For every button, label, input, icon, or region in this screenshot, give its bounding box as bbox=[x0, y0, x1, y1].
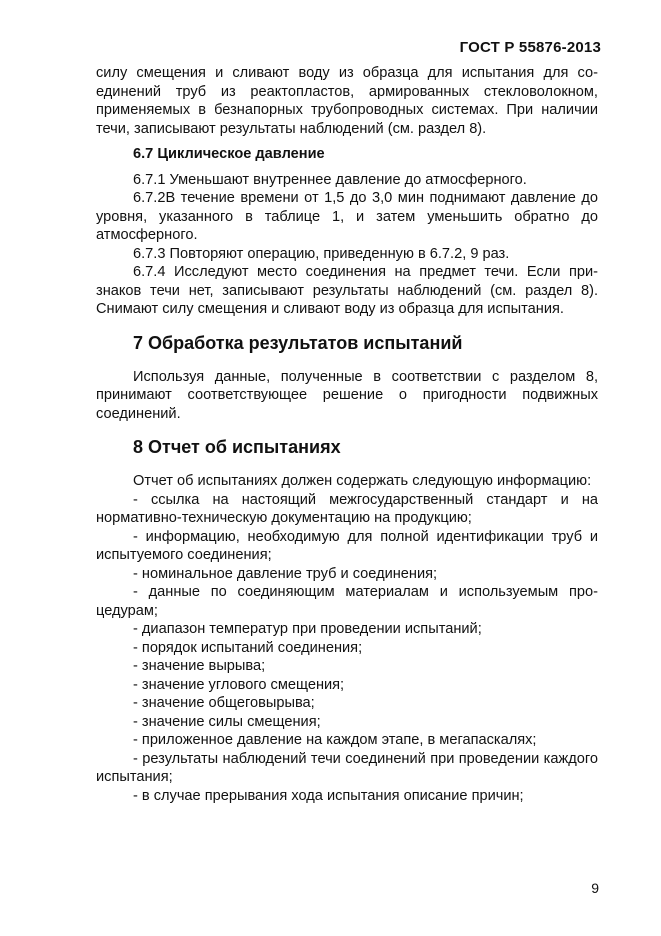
list-item: - результаты наблюдений течи соединений при проведении каждого испытания; bbox=[96, 750, 598, 785]
list-item: - значение углового смещения; bbox=[133, 676, 345, 693]
list-item: - значение силы смещения; bbox=[133, 713, 321, 730]
paragraph-6-7-4: 6.7.4 Исследуют место соединения на предмет течи. Если признаков течи нет, записывают результаты наблюдений (см. раздел 8). Снимают силу смещения и сливают воду из образца для испытания. bbox=[96, 264, 598, 317]
page-number: 9 bbox=[591, 880, 599, 896]
section-heading-7: 7 Обработка результатов испытаний bbox=[133, 332, 463, 353]
list-item: - значение вырыва; bbox=[133, 658, 266, 674]
document-code-header: ГОСТ Р 55876-2013 bbox=[459, 39, 601, 56]
list-item: - приложенное давление на каждом этапе, в мегапаскалях; bbox=[133, 732, 537, 748]
list-item: - диапазон температур при проведении испытаний; bbox=[133, 621, 482, 637]
section-heading-8: 8 Отчет об испытаниях bbox=[133, 437, 341, 457]
paragraph-6-7-2: 6.7.2В течение времени от 1,5 до 3,0 мин поднимают давление до уровня, указанного в таблице 1, и затем уменьшить обратно до атмосферного. bbox=[96, 190, 598, 243]
list-item: - ссылка на настоящий межгосударственный стандарт и на нормативно-техническую документацию на продукцию; bbox=[96, 491, 598, 526]
subsection-heading-6-7: 6.7 Циклическое давление bbox=[133, 146, 325, 162]
paragraph-continuation: силу смещения и сливают воду из образца для испытания для соединений труб из реактопластов, армированных стекловолокном, применяемых в безнапорных трубопроводных системах. При наличии течи, записывают результаты наблюдений (см. раздел 8). bbox=[96, 65, 598, 137]
list-item: - в случае прерывания хода испытания описание причин; bbox=[133, 787, 524, 804]
paragraph-section-8-intro: Отчет об испытаниях должен содержать следующую информацию: bbox=[133, 473, 592, 489]
list-item: - номинальное давление труб и соединения; bbox=[133, 565, 438, 582]
paragraph-6-7-3: 6.7.3 Повторяют операцию, приведенную в 6.7.2, 9 раз. bbox=[133, 245, 510, 262]
list-item: - значение общеговырыва; bbox=[133, 695, 315, 711]
paragraph-6-7-1: 6.7.1 Уменьшают внутреннее давление до атмосферного. bbox=[133, 171, 527, 188]
paragraph-section-7: Используя данные, полученные в соответствии с разделом 8, принимают соответствующее решение о пригодности подвижных соединений. bbox=[96, 368, 598, 422]
page-content bbox=[96, 64, 598, 805]
list-item: - информацию, необходимую для полной идентификации труб и испытуемого соединения; bbox=[96, 528, 598, 563]
list-item: - порядок испытаний соединения; bbox=[133, 639, 363, 656]
list-item: - данные по соединяющим материалам и используемым процедурам; bbox=[96, 584, 598, 619]
